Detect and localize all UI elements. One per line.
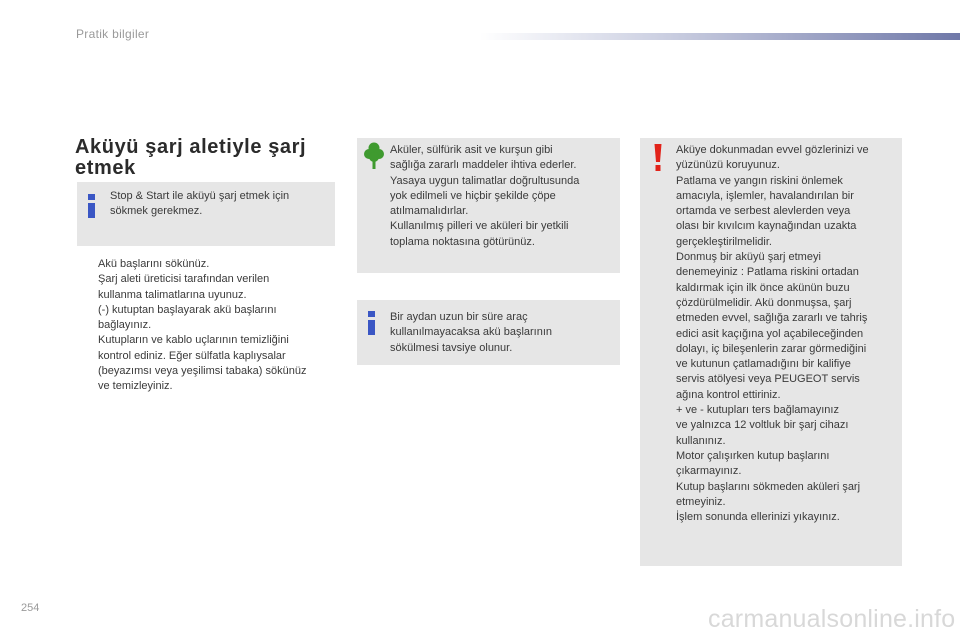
warning-text-line: olası bir kıvılcım kaynağından uzakta (676, 220, 857, 233)
environment-box (357, 138, 620, 273)
step-text-line: Akü başlarını sökünüz. (98, 258, 210, 270)
step-item (80, 333, 342, 394)
instruction-steps (80, 257, 342, 395)
environment-box-text (390, 143, 618, 250)
step-text-line: kullanma talimatlarına uyunuz. (98, 288, 247, 301)
section-title-line-2: etmek (75, 157, 136, 179)
info-text-line: sökülmesi tavsiye olunur. (390, 341, 513, 354)
info-text-line: Stop & Start ile aküyü şarj etmek için (110, 190, 290, 202)
warning-text-line: amacıyla, işlemler, havalandırılan bir (676, 189, 854, 202)
header-gradient-bar (480, 33, 960, 40)
warning-text-line: çıkarmayınız. (676, 465, 742, 478)
warning-text-line: servis atölyesi veya PEUGEOT servis (676, 373, 860, 386)
info-text-line: sökmek gerekmez. (110, 205, 203, 218)
step-text-line: bağlayınız. (98, 319, 152, 332)
exclamation-icon (654, 144, 662, 172)
environment-text-line: Yasaya uygun talimatlar doğrultusunda (390, 174, 580, 187)
warning-text-line: yüzünüzü koruyunuz. (676, 159, 780, 172)
step-text-line: Şarj aleti üreticisi tarafından verilen (98, 273, 270, 286)
warning-text-line: çözdürülmelidir. Akü donmuşsa, şarj (676, 296, 852, 309)
warning-box-text (676, 143, 900, 525)
warning-text-line: Aküye dokunmadan evvel gözlerinizi ve (676, 144, 869, 156)
environment-text-line: Kullanılmış pilleri ve aküleri bir yetkili (390, 220, 569, 233)
warning-text-line: ortamda ve serbest alevlerden veya (676, 205, 851, 218)
warning-text-line: Donmuş bir aküyü şarj etmeyi (676, 251, 821, 264)
warning-text-line: İşlem sonunda ellerinizi yıkayınız. (676, 511, 840, 524)
step-item (80, 303, 342, 334)
info-box-text (110, 189, 332, 220)
step-text-line: (beyazımsı veya yeşilimsi tabaka) sökünüz (98, 365, 307, 378)
warning-text-line: ve kutunun çatlamadığını bir kalifiye (676, 358, 851, 371)
info-box-storage (357, 300, 620, 365)
watermark: carmanualsonline.info (708, 605, 956, 633)
warning-text-line: Motor çalışırken kutup başlarını (676, 449, 830, 462)
warning-text-line: kullanınız. (676, 434, 726, 447)
warning-text-line: ve yalnızca 12 voltluk bir şarj cihazı (676, 419, 849, 432)
header-title: Pratik bilgiler (76, 27, 150, 41)
warning-box (640, 138, 902, 566)
info-text-line: Bir aydan uzun bir süre araç (390, 311, 528, 323)
environment-text-line: toplama noktasına götürünüz. (390, 235, 535, 248)
warning-text-line: Kutup başlarını sökmeden aküleri şarj (676, 480, 861, 493)
step-item (80, 272, 342, 303)
info-box-stop-start (77, 182, 335, 246)
step-text-line: kontrol ediniz. Eğer sülfatla kaplıysalar (98, 349, 286, 362)
warning-text-line: denemeyiniz : Patlama riskini ortadan (676, 266, 859, 279)
info-icon (367, 311, 377, 337)
page-number: 254 (21, 602, 40, 614)
warning-text-line: kaldırmak için ilk önce akünün buzu (676, 281, 850, 294)
section-title (75, 137, 335, 179)
environment-text-line: sağlığa zararlı maddeler ihtiva ederler. (390, 159, 577, 172)
warning-text-line: etmeyiniz. (676, 495, 726, 508)
environment-text-line: Aküler, sülfürik asit ve kurşun gibi (390, 144, 553, 156)
warning-text-line: ağına kontrol ettiriniz. (676, 388, 781, 401)
warning-text-line: edici asit kaçığına yol açabileceğinden (676, 327, 864, 340)
warning-text-line: + ve - kutupları ters bağlamayınız (676, 404, 839, 417)
info-text-line: kullanılmayacaksa akü başlarının (390, 326, 553, 339)
environment-text-line: atılmamalıdırlar. (390, 205, 469, 218)
section-title-line-1: Aküyü şarj aletiyle şarj (75, 136, 307, 158)
warning-text-line: dolayı, iç bileşenlerin zarar görmediğini (676, 342, 867, 355)
step-item (80, 257, 342, 272)
step-text-line: Kutupların ve kablo uçlarının temizliğini (98, 334, 289, 347)
info-box-text (390, 310, 616, 356)
step-text-line: (-) kutuptan başlayarak akü başlarını (98, 303, 277, 316)
warning-text-line: etmeden evvel, sağlığa zararlı ve tahriş (676, 312, 868, 325)
environment-text-line: yok edilmeli ve hiçbir şekilde çöpe (390, 189, 556, 202)
tree-icon (364, 142, 384, 170)
step-text-line: ve temizleyiniz. (98, 380, 173, 393)
warning-text-line: Patlama ve yangın riskini önlemek (676, 174, 843, 187)
info-icon (87, 194, 97, 220)
warning-text-line: gerçekleştirilmelidir. (676, 235, 772, 248)
